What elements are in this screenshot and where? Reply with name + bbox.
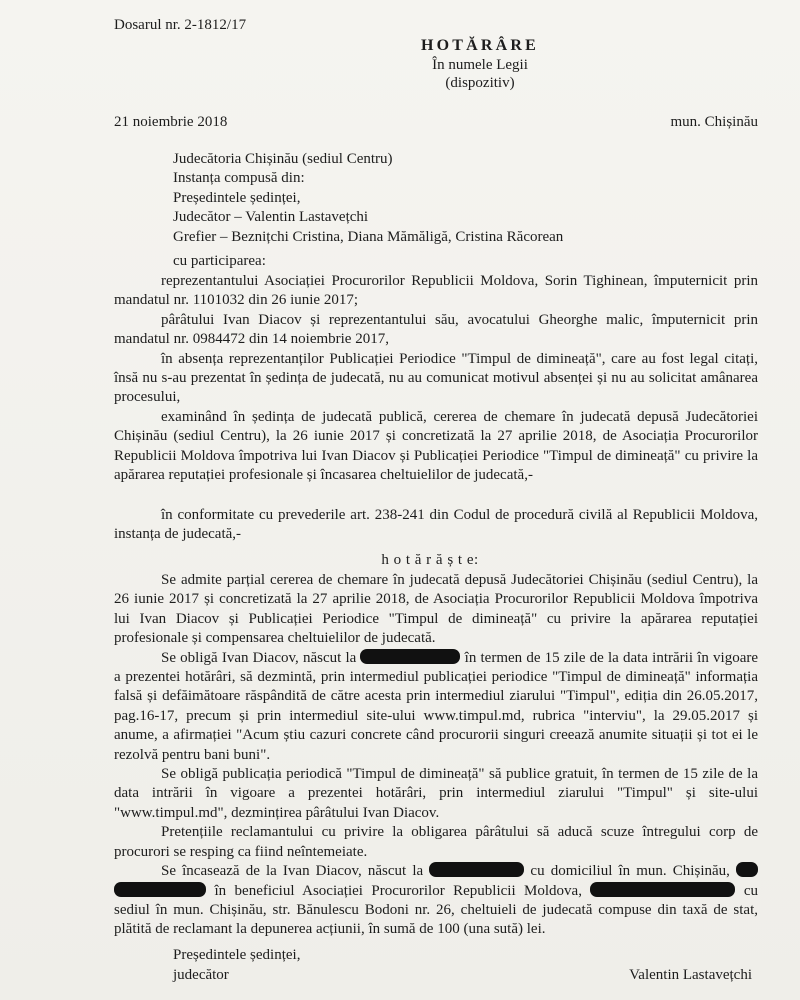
decision-text: Se încasează de la Ivan Diacov, născut la <box>161 863 424 880</box>
court-name: Judecătoria Chișinău (sediul Centru) <box>173 151 393 167</box>
decision-date: 21 noiembrie 2018 <box>114 114 228 130</box>
court-composed: Instanța compusă din: <box>173 170 305 187</box>
redaction-mark <box>736 862 758 877</box>
court-composition <box>173 150 733 247</box>
court-president: Președintele ședinței, <box>173 189 301 206</box>
redaction-mark <box>114 882 206 897</box>
participation-paragraph: examinând în ședința de judecată publică, cererea de chemare în judecată depusă Judecătoriei Chișinău (sediul Centru), la 26 iunie 2017 și concretizată la 27 aprilie 2018, de Asociația Procurorilor Republicii Moldova împotriva lui Ivan Diacov și Publicației Periodice "Timpul de dimineață" cu privire la apărarea reputației profesionale și încasarea cheltuielilor de judecată,- <box>114 408 758 484</box>
redaction-mark <box>360 649 460 664</box>
signature-role-judge: judecător <box>173 967 229 983</box>
decision-location: mun. Chișinău <box>670 114 758 130</box>
decision-paragraph: Se obligă publicația periodică "Timpul de dimineață" să publice gratuit, în termen de 15 zile de la data intrării în vigoare a prezentei hotărâri, prin intermediul ziarului "Timpul" și site-ului "www.timpul.md", dezmințirea pârâtului Ivan Diacov. <box>114 766 758 821</box>
case-number: Dosarul nr. 2-1812/17 <box>114 17 247 33</box>
participation-paragraph: reprezentantului Asociației Procurorilor Republicii Moldova, Sorin Tighinean, împuternicit prin mandatul nr. 1101032 din 26 iunie 2017; <box>114 273 758 309</box>
redaction-mark <box>429 862 524 877</box>
document-dispozitiv: (dispozitiv) <box>445 75 515 91</box>
decision-text: Se obligă Ivan Diacov, născut la <box>161 649 357 666</box>
legal-basis <box>114 506 758 545</box>
decision-text: cu sediul în mun. Chișinău, str. Bănulescu Bodoni nr. 26, cheltuieli de judecată compuse din taxă de stat, plătită de reclamant la depunerea acțiunii, în sumă de 100 (una sută) lei. <box>114 882 759 938</box>
participation-section <box>114 272 758 485</box>
decision-paragraph <box>114 649 758 765</box>
document-title: HOTĂRÂRE <box>420 37 540 54</box>
decision-section <box>114 571 758 940</box>
legal-basis-paragraph: în conformitate cu prevederile art. 238-241 din Codul de procedură civilă al Republicii Moldova, instanța de judecată,- <box>114 507 758 543</box>
decision-heading: h o t ă r ă ș t e: <box>381 552 479 568</box>
decision-text: în termen de 15 zile de la data intrării în vigoare a prezentei hotărâri, să dezmintă, prin intermediul publicației periodice "Timpul de dimineață" informația falsă și defăimătoare răspândită de către acesta prin intermediul ziarului "Timpul", ediția din 26.05.2017, pag.16-17, precum și prin intermediul site-ului www.timpul.md, rubrica "interviu", la 29.05.2017 și anume, a afirmației "Acum știu cazuri concrete când procurorii singuri creează anumite situații și tot ei le rezolvă pentru bani buni". <box>114 649 758 763</box>
decision-text: în beneficiul Asociației Procurorilor Republicii Moldova, <box>214 882 582 899</box>
signature-name: Valentin Lastavețchi <box>629 967 752 983</box>
redaction-mark <box>590 882 735 897</box>
decision-paragraph: Se admite parțial cererea de chemare în judecată depusă Judecătoriei Chișinău (sediul Centru), la 26 iunie 2017 și concretizată la 27 aprilie 2018, de Asociația Procurorilor Republicii Moldova împotriva lui Ivan Diacov și Publicației Periodice "Timpul de dimineață" cu privire la apărarea reputației profesionale și compensarea cheltuielilor de judecată. <box>114 572 758 647</box>
decision-text: cu domiciliul în mun. Chișinău, <box>530 863 730 880</box>
decision-paragraph: Pretențiile reclamantului cu privire la obligarea pârâtului să aducă scuze întregului corp de procurori se resping ca fiind neîntemeiate. <box>114 824 758 860</box>
signature-role-president: Președintele ședinței, <box>173 947 301 963</box>
participation-paragraph: în absența reprezentanților Publicației Periodice "Timpul de dimineață", care au fost legal citați, însă nu s-au prezentat în ședința de judecată, nu au comunicat motivul absenței și nu au solicitat amânarea procesului, <box>114 350 758 406</box>
decision-paragraph <box>114 862 758 940</box>
court-judge: Judecător – Valentin Lastavețchi <box>173 209 369 226</box>
court-clerks: Grefier – Beznițchi Cristina, Diana Mămăligă, Cristina Răcorean <box>173 228 564 245</box>
participation-paragraph: pârâtului Ivan Diacov și reprezentantului său, avocatului Gheorghe malic, împuternicit prin mandatul nr. 0984472 din 14 noiembrie 2017, <box>114 311 758 348</box>
document-subtitle: În numele Legii <box>432 57 528 73</box>
participation-intro: cu participarea: <box>173 253 266 269</box>
